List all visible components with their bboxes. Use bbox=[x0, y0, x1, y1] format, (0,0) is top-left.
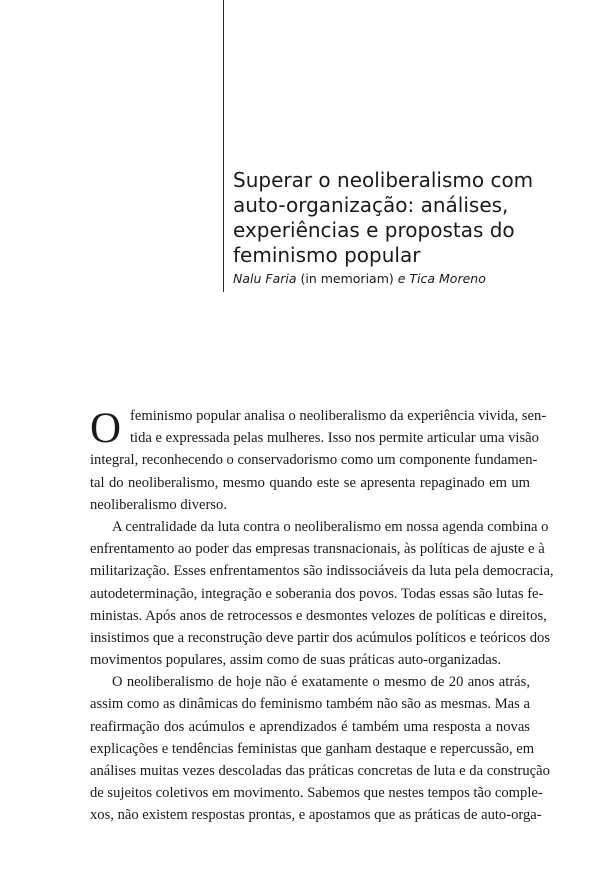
vertical-rule bbox=[223, 0, 224, 292]
drop-cap: O bbox=[90, 405, 122, 452]
text-line: assim como as dinâmicas do feminismo também não são as mesmas. Mas a bbox=[90, 696, 530, 713]
text-line: tida e expressada pelas mulheres. Isso nos permite articular uma visão bbox=[130, 430, 539, 447]
text-line: integral, reconhecendo o conservadorismo como um componente fundamen- bbox=[90, 452, 538, 469]
text-line: insistimos que a reconstrução deve partir dos acúmulos políticos e teóricos dos bbox=[90, 629, 551, 646]
text-line: militarização. Esses enfrentamentos são indissociáveis da luta pela democracia, bbox=[90, 563, 554, 580]
text-line: movimentos populares, assim como de suas práticas auto-organizadas. bbox=[90, 652, 502, 669]
text-line: A centralidade da luta contra o neoliberalismo em nossa agenda combina o bbox=[112, 518, 549, 535]
paragraph bbox=[90, 516, 554, 671]
paragraph bbox=[90, 405, 547, 516]
text-line: feminismo popular analisa o neoliberalismo da experiência vivida, sen- bbox=[130, 408, 547, 424]
title-line: Superar o neoliberalismo com bbox=[233, 168, 534, 192]
text-line: neoliberalismo diverso. bbox=[90, 496, 227, 513]
author-name: Nalu Faria bbox=[233, 271, 297, 286]
text-line: xos, não existem respostas prontas, e apostamos que as práticas de auto-orga- bbox=[90, 807, 542, 824]
author-line bbox=[233, 271, 563, 286]
chapter-title bbox=[233, 168, 563, 268]
author-note: (in memoriam) bbox=[296, 271, 398, 286]
paragraph bbox=[90, 671, 550, 826]
text-line: O neoliberalismo de hoje não é exatamente o mesmo de 20 anos atrás, bbox=[112, 674, 530, 691]
title-line: auto-organização: análises, bbox=[233, 193, 509, 217]
text-line: de sujeitos coletivos em movimento. Sabemos que nestes tempos tão comple- bbox=[90, 785, 543, 802]
author-connector: e bbox=[397, 271, 406, 286]
author-name: Tica Moreno bbox=[405, 271, 486, 286]
text-line: ministas. Após anos de retrocessos e desmontes velozes de políticas e direitos, bbox=[90, 607, 547, 624]
text-line: reafirmação dos acúmulos e aprendizados é também uma resposta a novas bbox=[90, 718, 530, 735]
title-line: feminismo popular bbox=[233, 243, 421, 267]
text-line: autodeterminação, integração e soberania dos povos. Todas essas são lutas fe- bbox=[90, 585, 544, 602]
chapter-header bbox=[233, 168, 563, 286]
text-line: análises muitas vezes descoladas das práticas concretas de luta e da construção bbox=[90, 763, 550, 779]
text-line: enfrentamento ao poder das empresas transnacionais, às políticas de ajuste e à bbox=[90, 541, 545, 558]
title-line: experiências e propostas do bbox=[233, 218, 515, 242]
article-body bbox=[90, 405, 554, 827]
text-line: explicações e tendências feministas que ganham destaque e repercussão, em bbox=[90, 740, 535, 757]
text-line: tal do neoliberalismo, mesmo quando este se apresenta repaginado em um bbox=[90, 474, 530, 491]
